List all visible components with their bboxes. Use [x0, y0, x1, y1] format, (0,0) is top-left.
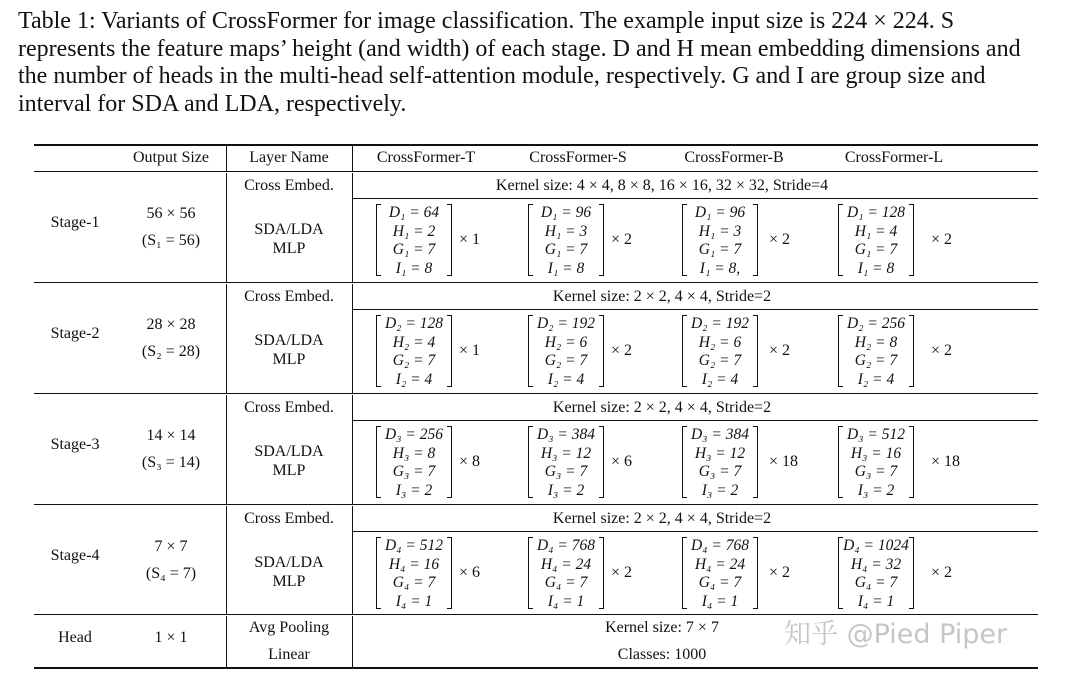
embed-label: Cross Embed. [244, 177, 334, 194]
stage-name: Stage-3 [50, 436, 100, 453]
head-pool-label: Avg Pooling [248, 619, 330, 636]
config-entry: D₄ = 512 [384, 537, 444, 554]
config-matrix [838, 314, 914, 388]
config-entry: G₂ = 7 [544, 352, 588, 369]
stage-size-note: (S₂ = 28) [141, 343, 201, 360]
block-repeat-count: × 2 [769, 342, 791, 359]
config-entry: G₃ = 7 [544, 463, 588, 480]
stage-size-note: (S₃ = 14) [141, 454, 201, 471]
embed-kernel-text: Kernel size: 2 × 2, 4 × 4, Stride=2 [552, 510, 772, 527]
col-divider [226, 395, 227, 504]
config-entry: G₁ = 7 [698, 241, 742, 258]
header-output-size: Output Size [133, 149, 209, 166]
config-entry: H₃ = 12 [540, 444, 592, 462]
embed-rule-2 [352, 309, 1038, 310]
block-repeat-count: × 2 [611, 564, 633, 581]
config-entry: I₂ = 4 [701, 370, 739, 388]
col-divider [352, 173, 353, 282]
config-entry: H₄ = 24 [694, 555, 746, 573]
col-divider [226, 284, 227, 393]
config-entry: I₄ = 1 [395, 592, 433, 610]
block-label-mlp: MLP [272, 240, 306, 257]
header-rule [34, 171, 1038, 172]
block-repeat-count: × 8 [459, 453, 481, 470]
block-repeat-count: × 2 [931, 342, 953, 359]
config-matrix [528, 536, 604, 610]
block-repeat-count: × 1 [459, 231, 481, 248]
config-entry: H₂ = 8 [854, 333, 898, 351]
block-label-attn: SDA/LDA [254, 221, 324, 238]
config-entry: H₁ = 4 [854, 222, 898, 240]
head-size: 1 × 1 [154, 629, 188, 646]
config-entry: G₃ = 7 [854, 463, 898, 480]
config-entry: G₂ = 7 [698, 352, 742, 369]
config-entry: H₂ = 6 [698, 333, 742, 351]
config-entry: D₄ = 1024 [843, 537, 909, 554]
config-entry: H₄ = 24 [540, 555, 592, 573]
config-entry: H₃ = 16 [850, 444, 902, 462]
embed-rule-4 [352, 531, 1038, 532]
config-entry: D₂ = 192 [690, 315, 750, 332]
col-divider [352, 395, 353, 504]
header-variant-b: CrossFormer-B [684, 149, 784, 166]
embed-rule-1 [352, 198, 1038, 199]
config-entry: G₂ = 7 [392, 352, 436, 369]
config-entry: D₁ = 96 [694, 204, 746, 221]
block-label-attn: SDA/LDA [254, 554, 324, 571]
stage-size-note: (S₁ = 56) [141, 232, 201, 249]
col-divider [352, 506, 353, 614]
config-entry: G₄ = 7 [544, 574, 588, 591]
head-linear-label: Linear [268, 646, 310, 663]
embed-kernel-text: Kernel size: 2 × 2, 4 × 4, Stride=2 [552, 288, 772, 305]
config-entry: I₁ = 8 [547, 259, 585, 277]
stage-rule-3 [34, 504, 1038, 505]
embed-label: Cross Embed. [244, 288, 334, 305]
config-entry: D₁ = 128 [846, 204, 906, 221]
embed-kernel-text: Kernel size: 4 × 4, 8 × 8, 16 × 16, 32 × 32, Stride=4 [495, 177, 829, 194]
config-entry: D₁ = 96 [540, 204, 592, 221]
config-entry: G₄ = 7 [392, 574, 436, 591]
block-repeat-count: × 2 [769, 564, 791, 581]
config-entry: D₁ = 64 [388, 204, 440, 221]
config-entry: H₁ = 3 [544, 222, 588, 240]
block-repeat-count: × 2 [611, 342, 633, 359]
config-entry: I₃ = 2 [857, 481, 895, 499]
embed-kernel-text: Kernel size: 2 × 2, 4 × 4, Stride=2 [552, 399, 772, 416]
stage-name: Stage-1 [50, 214, 100, 231]
config-entry: G₁ = 7 [392, 241, 436, 258]
col-divider [352, 616, 353, 667]
config-matrix [528, 425, 604, 499]
config-entry: D₂ = 192 [536, 315, 596, 332]
col-divider [352, 284, 353, 393]
config-matrix [682, 314, 758, 388]
watermark: 知乎 @Pied Piper [784, 619, 1008, 650]
config-entry: H₂ = 6 [544, 333, 588, 351]
config-matrix [838, 536, 914, 610]
config-entry: D₃ = 384 [536, 426, 596, 443]
block-repeat-count: × 6 [459, 564, 481, 581]
block-label-mlp: MLP [272, 573, 306, 590]
block-label-attn: SDA/LDA [254, 443, 324, 460]
table-caption: Table 1: Variants of CrossFormer for image classification. The example input size is 224 × 224. S represents the feature maps’ height (and width) of each stage. D and H mean embedding dimensions and the number of heads in the multi-head self-attention module, respectively. G and I are group size and interval for SDA and LDA, respectively. [18, 8, 1021, 117]
config-entry: G₄ = 7 [698, 574, 742, 591]
top-rule [34, 144, 1038, 146]
block-repeat-count: × 18 [769, 453, 799, 470]
head-name: Head [58, 629, 92, 646]
block-repeat-count: × 2 [611, 231, 633, 248]
header-variant-l: CrossFormer-L [844, 149, 944, 166]
config-matrix [376, 203, 452, 277]
config-entry: I₃ = 2 [547, 481, 585, 499]
block-repeat-count: × 2 [769, 231, 791, 248]
block-repeat-count: × 1 [459, 342, 481, 359]
config-entry: D₄ = 768 [536, 537, 596, 554]
config-entry: I₃ = 2 [701, 481, 739, 499]
embed-rule-3 [352, 420, 1038, 421]
config-entry: I₁ = 8 [857, 259, 895, 277]
col-divider [226, 506, 227, 614]
config-entry: D₃ = 512 [846, 426, 906, 443]
config-entry: G₄ = 7 [854, 574, 898, 591]
stage-rule-2 [34, 393, 1038, 394]
block-repeat-count: × 2 [931, 564, 953, 581]
config-matrix [682, 425, 758, 499]
block-repeat-count: × 6 [611, 453, 633, 470]
config-matrix [682, 203, 758, 277]
stage-name: Stage-4 [50, 547, 100, 564]
config-matrix [376, 536, 452, 610]
config-matrix [838, 425, 914, 499]
config-entry: D₃ = 384 [690, 426, 750, 443]
config-matrix [376, 314, 452, 388]
block-repeat-count: × 2 [931, 231, 953, 248]
config-entry: D₃ = 256 [384, 426, 444, 443]
stage-size: 7 × 7 [154, 538, 188, 555]
config-entry: I₄ = 1 [701, 592, 739, 610]
config-entry: I₄ = 1 [547, 592, 585, 610]
col-divider [352, 146, 353, 171]
config-entry: H₁ = 2 [392, 222, 436, 240]
config-matrix [838, 203, 914, 277]
config-entry: D₂ = 256 [846, 315, 906, 332]
head-pool-text: Kernel size: 7 × 7 [605, 619, 719, 636]
config-entry: I₂ = 4 [857, 370, 895, 388]
config-entry: I₂ = 4 [395, 370, 433, 388]
header-layer-name: Layer Name [249, 149, 329, 166]
stage-size: 14 × 14 [146, 427, 196, 444]
stage-size-note: (S₄ = 7) [145, 565, 197, 582]
config-entry: I₂ = 4 [547, 370, 585, 388]
stage-size: 56 × 56 [146, 205, 196, 222]
config-entry: D₄ = 768 [690, 537, 750, 554]
config-matrix [528, 203, 604, 277]
config-entry: G₁ = 7 [854, 241, 898, 258]
config-entry: G₂ = 7 [854, 352, 898, 369]
config-entry: H₁ = 3 [698, 222, 742, 240]
bottom-rule [34, 667, 1038, 669]
stage-size: 28 × 28 [146, 316, 196, 333]
block-label-mlp: MLP [272, 351, 306, 368]
config-entry: D₂ = 128 [384, 315, 444, 332]
config-entry: H₄ = 16 [388, 555, 440, 573]
stage-name: Stage-2 [50, 325, 100, 342]
col-divider [226, 146, 227, 171]
config-entry: H₃ = 8 [392, 444, 436, 462]
config-matrix [528, 314, 604, 388]
config-entry: I₃ = 2 [395, 481, 433, 499]
header-variant-s: CrossFormer-S [529, 149, 627, 166]
config-entry: H₃ = 12 [694, 444, 746, 462]
config-entry: H₂ = 4 [392, 333, 436, 351]
head-linear-text: Classes: 1000 [617, 646, 707, 663]
block-repeat-count: × 18 [931, 453, 961, 470]
col-divider [226, 173, 227, 282]
col-divider [226, 616, 227, 667]
block-label-attn: SDA/LDA [254, 332, 324, 349]
config-matrix [682, 536, 758, 610]
embed-label: Cross Embed. [244, 510, 334, 527]
config-matrix [376, 425, 452, 499]
config-entry: G₃ = 7 [392, 463, 436, 480]
config-entry: H₄ = 32 [850, 555, 902, 573]
config-entry: I₁ = 8, [699, 259, 741, 277]
config-entry: G₁ = 7 [544, 241, 588, 258]
config-entry: G₃ = 7 [698, 463, 742, 480]
block-label-mlp: MLP [272, 462, 306, 479]
header-variant-t: CrossFormer-T [376, 149, 476, 166]
config-entry: I₄ = 1 [857, 592, 895, 610]
embed-label: Cross Embed. [244, 399, 334, 416]
stage-rule-1 [34, 282, 1038, 283]
config-entry: I₁ = 8 [395, 259, 433, 277]
